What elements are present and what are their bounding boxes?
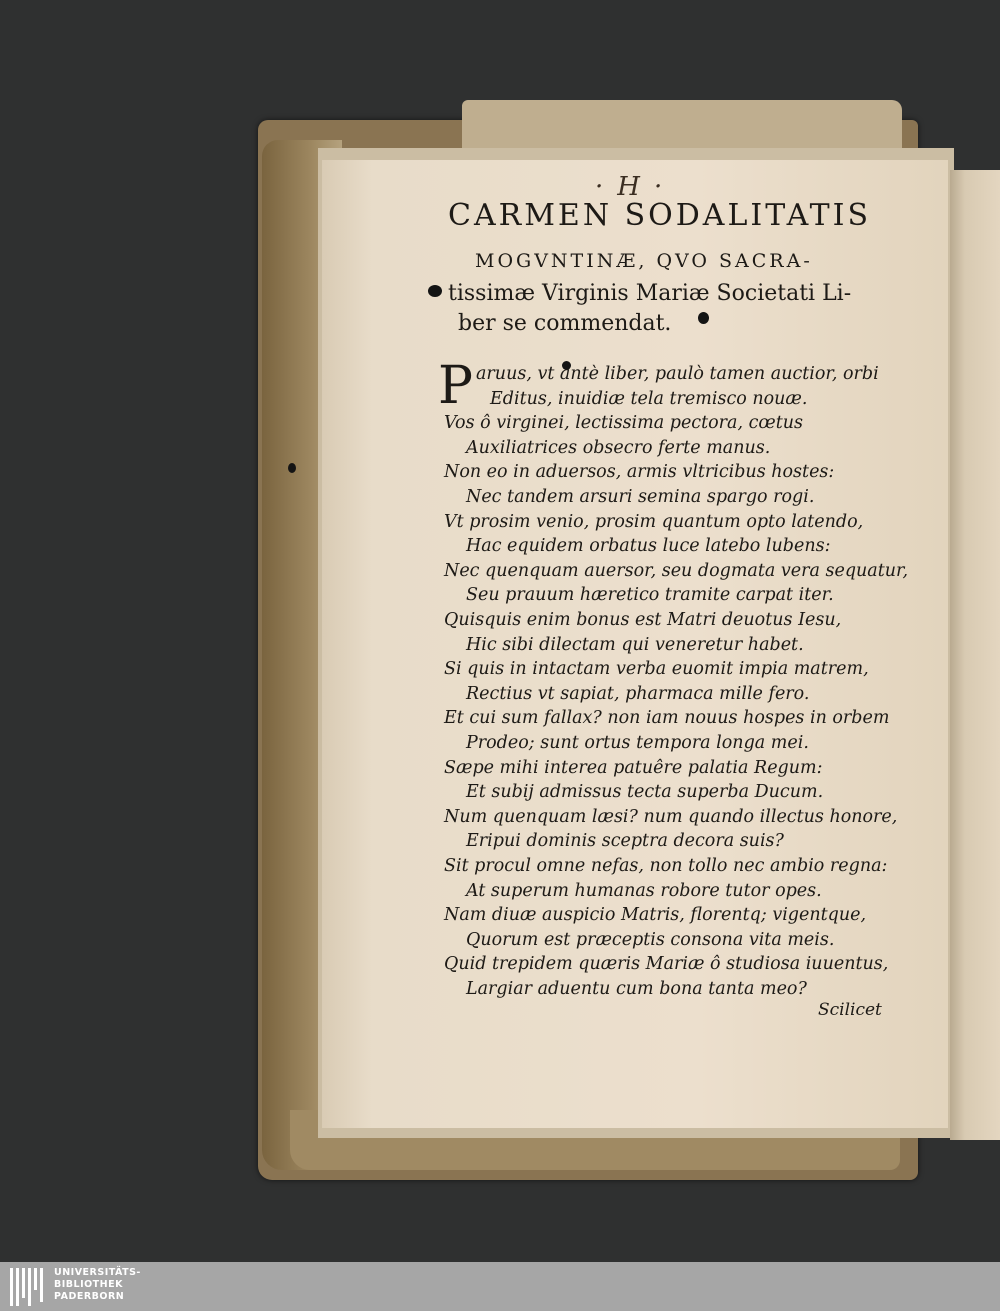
verse-line: Hac equidem orbatus luce latebo lubens: xyxy=(466,536,831,557)
verse-line: Prodeo; sunt ortus tempora longa mei. xyxy=(466,733,809,753)
verse-line: Auxiliatrices obsecro ferte manus. xyxy=(466,437,771,458)
verse-line: Non eo in aduersos, armis vltricibus hostes: xyxy=(444,462,835,483)
verse-line: Quorum est præceptis consona vita meis. xyxy=(466,929,835,950)
verse-line: Num quenquam læsi? num quando illectus honore, xyxy=(444,806,898,827)
heading-line-4: ber se commendat. xyxy=(458,311,672,336)
library-name-line: UNIVERSITÄTS- xyxy=(54,1267,141,1278)
verse-line: Largiar aduentu cum bona tanta meo? xyxy=(466,979,807,999)
verse-line: At superum humanas robore tutor opes. xyxy=(466,880,822,901)
verse-line: Sit procul omne nefas, non tollo nec ambio regna: xyxy=(444,856,888,876)
library-name xyxy=(54,1267,141,1303)
verse-line: Nec quenquam auersor, seu dogmata vera sequatur, xyxy=(444,560,909,581)
library-logo-icon xyxy=(10,1268,46,1306)
drop-capital: P xyxy=(438,356,473,416)
worm-hole xyxy=(288,463,296,473)
library-name-line: PADERBORN xyxy=(54,1291,125,1302)
verse-line: Vt prosim venio, prosim quantum opto latendo, xyxy=(444,511,864,532)
verse-line: Editus, inuidiæ tela tremisco nouæ. xyxy=(490,388,808,409)
library-name-line: BIBLIOTHEK xyxy=(54,1279,123,1290)
worm-hole xyxy=(428,285,442,297)
facing-page xyxy=(950,170,1000,1140)
catchword: Scilicet xyxy=(818,1000,882,1020)
verse-line: Et cui sum fallax? non iam nouus hospes in orbem xyxy=(444,708,890,729)
verse-line: Rectius vt sapiat, pharmaca mille fero. xyxy=(466,683,810,704)
marginal-scribble: ·H· xyxy=(595,172,677,202)
verse-line: Nec tandem arsuri semina spargo rogi. xyxy=(466,487,815,507)
library-footer xyxy=(0,1262,1000,1311)
verse-line: Eripui dominis sceptra decora suis? xyxy=(466,831,784,852)
verse-line: Sæpe mihi interea patuêre palatia Regum: xyxy=(444,757,823,778)
verse-line: Si quis in intactam verba euomit impia matrem, xyxy=(444,659,869,680)
verse-line: Et subij admissus tecta superba Ducum. xyxy=(466,782,824,803)
worm-hole xyxy=(698,312,709,324)
heading-line-3: tissimæ Virginis Mariæ Societati Li- xyxy=(448,281,852,306)
verse-line: Nam diuæ auspicio Matris, florentq; vigentque, xyxy=(444,905,867,926)
verse-line: aruus, vt antè liber, paulò tamen auctior, orbi xyxy=(476,364,879,384)
verse-line: Seu prauum hæretico tramite carpat iter. xyxy=(466,585,834,606)
verse-line: Hic sibi dilectam qui veneretur habet. xyxy=(466,634,804,655)
verse-line: Quisquis enim bonus est Matri deuotus Iesu, xyxy=(444,610,842,630)
verse-line: Quid trepidem quæris Mariæ ô studiosa iuuentus, xyxy=(444,954,889,975)
heading-line-1: CARMEN SODALITATIS xyxy=(448,198,872,233)
heading-line-2: MOGVNTINÆ, QVO SACRA- xyxy=(475,250,813,272)
verse-line: Vos ô virginei, lectissima pectora, cœtus xyxy=(444,413,803,434)
